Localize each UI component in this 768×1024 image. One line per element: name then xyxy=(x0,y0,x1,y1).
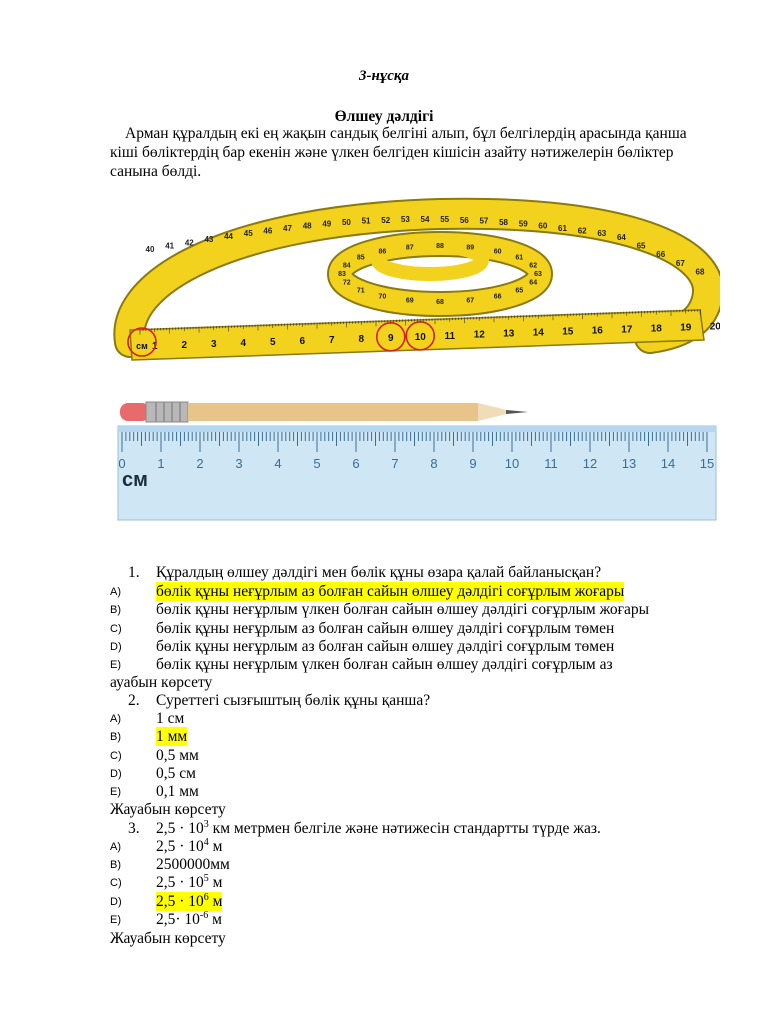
tape-center-number: 63 xyxy=(534,271,542,278)
ruler-unit-label: см xyxy=(122,469,148,491)
pencil-ruler-illustration xyxy=(110,390,720,530)
tape-center-number: 87 xyxy=(405,244,414,252)
ruler-number: 11 xyxy=(544,456,558,471)
option-unit: м xyxy=(208,874,223,891)
tape-number: 15 xyxy=(562,326,574,338)
option-letter: C) xyxy=(110,750,122,762)
option-exponent: -6 xyxy=(199,910,209,921)
tape-outer-number: 52 xyxy=(381,215,391,225)
option-text: 1 мм xyxy=(156,728,188,745)
option-letter: D) xyxy=(110,641,122,653)
tape-number: 19 xyxy=(680,322,692,334)
tape-outer-number: 43 xyxy=(204,235,214,245)
option-text xyxy=(156,837,222,856)
option-unit: м xyxy=(208,838,223,855)
tape-number: 13 xyxy=(503,328,515,340)
question-number: 2. xyxy=(128,692,140,709)
option-text xyxy=(156,910,222,929)
option-unit: м xyxy=(208,893,223,910)
tape-number: 14 xyxy=(532,327,544,339)
option-letter: E) xyxy=(110,914,121,926)
tape-center-number: 64 xyxy=(529,279,538,287)
tape-outer-number: 53 xyxy=(400,215,410,225)
ruler-number: 2 xyxy=(196,456,204,471)
tape-center-number: 83 xyxy=(338,271,346,278)
tape-center-number: 85 xyxy=(356,254,365,262)
option-letter: D) xyxy=(110,768,122,780)
tape-number: 12 xyxy=(473,329,485,341)
option-unit: м xyxy=(208,911,222,928)
tape-number: 2 xyxy=(181,340,188,352)
pencil-ferrule xyxy=(146,402,188,422)
tape-outer-number: 41 xyxy=(165,241,175,251)
question-text: Құралдың өлшеу дәлдігі мен бөлік құны өзара қалай байланысқан? xyxy=(156,564,602,581)
option-text: бөлік құны неғұрлым аз болған сайын өлшеу дәлдігі соғұрлым жоғары xyxy=(156,583,625,600)
option-letter: E) xyxy=(110,659,121,671)
tape-outer-number: 56 xyxy=(459,215,469,225)
option-text: бөлік құны неғұрлым үлкен болған сайын өлшеу дәлдігі соғұрлым аз xyxy=(156,656,613,673)
option-letter: B) xyxy=(110,859,121,871)
option-text: 0,5 см xyxy=(156,765,196,782)
tape-measure-illustration xyxy=(110,192,720,372)
question-text xyxy=(156,819,601,838)
tape-outer-number: 54 xyxy=(420,215,430,224)
tape-outer-number: 67 xyxy=(675,258,685,268)
ruler-number: 5 xyxy=(313,456,321,471)
ruler-number: 14 xyxy=(660,456,676,471)
tape-outer-number: 60 xyxy=(538,221,548,231)
answer-label: ауабын көрсету xyxy=(110,674,213,691)
pencil-body xyxy=(188,403,478,421)
tape-center-number: 71 xyxy=(356,287,365,295)
tape-number: 5 xyxy=(269,336,276,348)
tape-center-number: 89 xyxy=(466,244,475,252)
tape-number: 6 xyxy=(299,335,306,347)
ruler-edge xyxy=(118,426,716,432)
option-text: бөлік құны неғұрлым аз болған сайын өлшеу дәлдігі соғұрлым төмен xyxy=(156,638,615,655)
tape-center-number: 62 xyxy=(529,262,538,270)
tape-outer-number: 47 xyxy=(283,223,292,233)
tape-outer-number: 57 xyxy=(479,216,489,226)
option-letter: A) xyxy=(110,586,121,598)
tape-center-number: 88 xyxy=(436,243,444,250)
option-text: 1 см xyxy=(156,710,185,727)
ruler-number: 15 xyxy=(699,456,715,471)
option-letter: C) xyxy=(110,877,122,889)
tape-outer-number: 40 xyxy=(145,245,155,254)
pencil-lead xyxy=(506,410,528,414)
tape-number: 3 xyxy=(210,339,217,351)
tape-outer-number: 44 xyxy=(224,231,234,241)
tape-outer-number: 63 xyxy=(597,229,607,239)
tape-outer-number: 48 xyxy=(302,221,312,231)
tape-center-number: 66 xyxy=(493,293,502,301)
option-base: 2,5· 10 xyxy=(156,911,200,928)
tape-outer-number: 42 xyxy=(184,238,194,248)
ruler-number: 0 xyxy=(118,456,126,471)
ruler-number: 1 xyxy=(157,456,165,471)
option-letter: B) xyxy=(110,604,121,616)
tape-number: 17 xyxy=(621,324,633,336)
tape-center-number: 67 xyxy=(466,297,475,305)
tape-outer-number: 68 xyxy=(695,267,705,277)
variant-label: 3-нұсқа xyxy=(358,68,410,84)
tape-measure-image xyxy=(110,192,720,372)
tape-center-number: 84 xyxy=(342,262,351,270)
intro-paragraph xyxy=(110,124,710,181)
option-letter: B) xyxy=(110,731,121,743)
tape-center-number: 72 xyxy=(342,279,351,287)
tape-number: 8 xyxy=(358,333,365,345)
tape-number: 9 xyxy=(387,332,394,344)
tape-center-number: 60 xyxy=(493,248,502,256)
tape-unit-label: см xyxy=(136,341,148,351)
tape-outer-number: 62 xyxy=(577,226,587,236)
tape-center-number: 61 xyxy=(515,254,524,262)
tape-number: 16 xyxy=(591,325,603,337)
tape-center-number: 70 xyxy=(378,293,387,301)
tape-number: 18 xyxy=(650,323,662,335)
option-exponent: 5 xyxy=(203,873,209,884)
question-text-part: 2,5 · 10 xyxy=(156,820,204,837)
tape-outer-number: 55 xyxy=(440,215,450,225)
tape-center-number: 86 xyxy=(378,248,387,256)
answer-label: Жауабын көрсету xyxy=(110,801,226,818)
option-exponent: 4 xyxy=(203,837,209,848)
question-number: 1. xyxy=(128,564,140,581)
option-text: бөлік құны неғұрлым аз болған сайын өлшеу дәлдігі соғұрлым төмен xyxy=(156,620,615,637)
tape-number: 1 xyxy=(151,341,158,353)
ruler-number: 8 xyxy=(430,456,438,471)
page-title: Өлшеу дәлдігі xyxy=(334,108,434,125)
tape-number: 4 xyxy=(240,338,247,350)
option-text: бөлік құны неғұрлым үлкен болған сайын өлшеу дәлдігі соғұрлым жоғары xyxy=(156,601,650,618)
tape-outer-number: 59 xyxy=(518,219,528,229)
tape-outer-number: 46 xyxy=(263,226,273,236)
intro-text: Арман құралдың екі ең жақын сандық белгіні алып, бұл белгілердің арасында қанша кіші бөліктердің бар екенін және үлкен белгіден кішісін азайту нәтижелерін бөліктер санына бөлді. xyxy=(110,125,687,180)
tape-center-number: 68 xyxy=(436,299,444,306)
option-exponent: 6 xyxy=(203,892,209,903)
tape-outer-number: 61 xyxy=(558,223,567,233)
ruler-number: 9 xyxy=(469,456,477,471)
option-letter: D) xyxy=(110,896,122,908)
tape-outer-number: 49 xyxy=(322,219,332,229)
tape-outer-number: 65 xyxy=(636,241,646,251)
tape-outer-number: 64 xyxy=(616,233,626,243)
tape-center-number: 65 xyxy=(515,287,524,295)
question-number: 3. xyxy=(128,820,140,837)
tape-number: 20 xyxy=(709,321,720,333)
tape-number: 11 xyxy=(444,330,456,342)
tape-outer-number: 58 xyxy=(499,217,509,227)
ruler-number: 4 xyxy=(274,456,282,471)
tape-number: 10 xyxy=(414,331,426,343)
tape-outer-number: 66 xyxy=(656,250,666,260)
answer-label: Жауабын көрсету xyxy=(110,930,226,947)
question-text: Суреттегі сызғыштың бөлік құны қанша? xyxy=(156,692,431,709)
option-text xyxy=(156,873,222,892)
option-letter: C) xyxy=(110,623,122,635)
option-base: 2500000мм xyxy=(156,856,230,873)
tape-outer-number: 45 xyxy=(243,229,253,239)
option-text: 0,1 мм xyxy=(156,783,199,800)
ruler-number: 13 xyxy=(621,456,637,471)
question-text-part: км метрмен белгіле және нәтижесін стандартты түрде жаз. xyxy=(208,820,601,837)
ruler-number: 10 xyxy=(504,456,520,471)
option-text xyxy=(156,855,230,874)
ruler-number: 6 xyxy=(352,456,360,471)
ruler-image xyxy=(110,390,720,530)
option-text: 0,5 мм xyxy=(156,747,199,764)
ruler-number: 7 xyxy=(391,456,399,471)
tape-center-number: 69 xyxy=(405,297,414,305)
option-letter: A) xyxy=(110,713,121,725)
tape-number: 7 xyxy=(328,334,335,346)
option-base: 2,5 · 10 xyxy=(156,838,204,855)
ruler-number: 3 xyxy=(235,456,243,471)
tape-outer-number: 51 xyxy=(361,216,371,226)
option-text xyxy=(156,892,222,911)
question-exponent: 3 xyxy=(203,819,209,830)
option-base: 2,5 · 10 xyxy=(156,874,204,891)
ruler-number: 12 xyxy=(582,456,598,471)
option-letter: A) xyxy=(110,841,121,853)
tape-outer-number: 50 xyxy=(341,217,351,227)
option-letter: E) xyxy=(110,786,121,798)
option-base: 2,5 · 10 xyxy=(156,893,204,910)
